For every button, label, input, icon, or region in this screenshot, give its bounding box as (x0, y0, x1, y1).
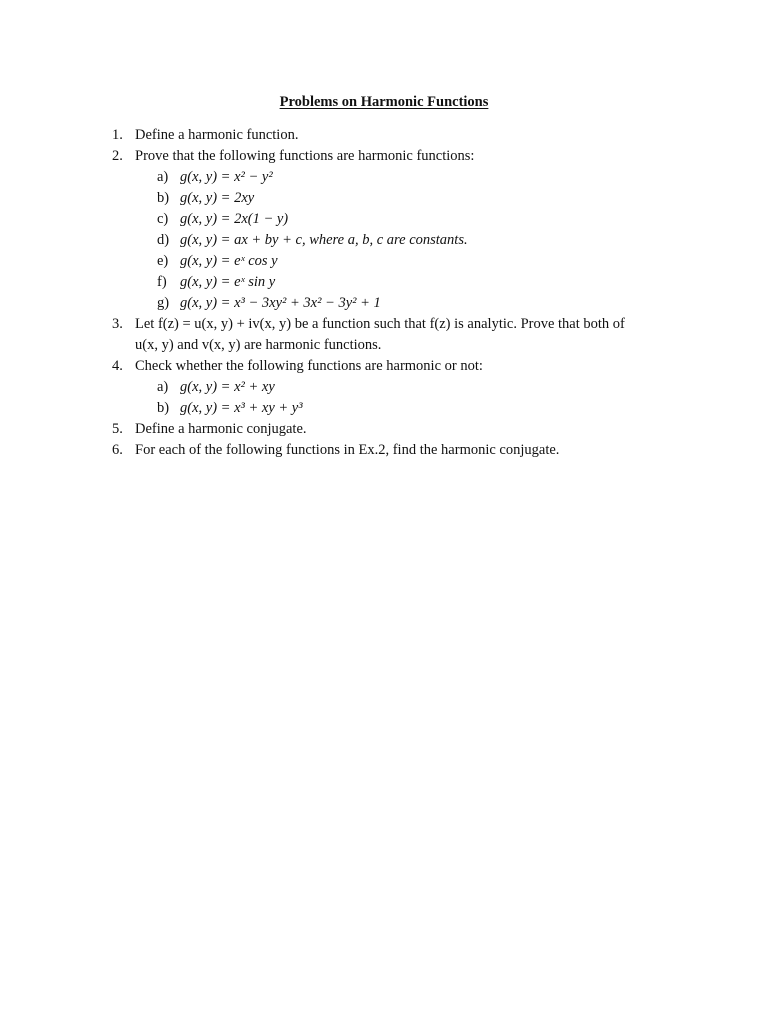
subitem-formula: g(x, y) = x³ − 3xy² + 3x² − 3y² + 1 (180, 295, 381, 311)
problem-item-6 (0, 440, 768, 461)
problem-text: Define a harmonic function. (135, 127, 299, 143)
problem-item-2 (0, 146, 768, 167)
subitem-label: e) (157, 253, 169, 269)
subitem-2b (0, 188, 768, 209)
problem-list (0, 125, 768, 461)
subitem-2d (0, 230, 768, 251)
subitem-label: a) (157, 379, 169, 395)
problem-text: Let f(z) = u(x, y) + iv(x, y) be a function such that f(z) is analytic. Prove that both of (135, 316, 625, 332)
subitem-label: b) (157, 190, 170, 206)
subitem-label: f) (157, 274, 167, 290)
subitem-2g (0, 293, 768, 314)
problem-number: 5. (112, 421, 123, 437)
problem-number: 2. (112, 148, 123, 164)
problem-item-4 (0, 356, 768, 377)
problem-item-5 (0, 419, 768, 440)
problem-number: 1. (112, 127, 123, 143)
subitem-label: g) (157, 295, 170, 311)
subitem-label: a) (157, 169, 169, 185)
subitem-formula: g(x, y) = x² − y² (180, 169, 273, 185)
subitem-formula: g(x, y) = ax + by + c, where a, b, c are constants. (180, 232, 468, 248)
problem-item-1 (0, 125, 768, 146)
problem-text: For each of the following functions in Ex.2, find the harmonic conjugate. (135, 442, 560, 458)
problem-text: Prove that the following functions are harmonic functions: (135, 148, 475, 164)
problem-item-3 (0, 314, 768, 335)
problem-number: 3. (112, 316, 123, 332)
subitem-4b (0, 398, 768, 419)
problem-text: Define a harmonic conjugate. (135, 421, 307, 437)
subitem-formula: g(x, y) = 2xy (180, 190, 255, 206)
problem-number: 6. (112, 442, 123, 458)
subitem-formula: g(x, y) = x³ + xy + y³ (180, 400, 303, 416)
subitem-2c (0, 209, 768, 230)
problem-text-continuation: u(x, y) and v(x, y) are harmonic functions. (135, 337, 382, 353)
subitem-label: b) (157, 400, 170, 416)
page-title (0, 93, 768, 111)
subitem-formula: g(x, y) = eˣ cos y (180, 253, 278, 269)
problem-text: Check whether the following functions are harmonic or not: (135, 358, 483, 374)
subitem-2a (0, 167, 768, 188)
problem-item-3-continuation (0, 335, 768, 356)
subitem-formula: g(x, y) = 2x(1 − y) (180, 211, 289, 227)
subitem-label: c) (157, 211, 169, 227)
subitem-formula: g(x, y) = x² + xy (180, 379, 275, 395)
subitem-label: d) (157, 232, 170, 248)
problem-number: 4. (112, 358, 123, 374)
subitem-formula: g(x, y) = eˣ sin y (180, 274, 276, 290)
page-title-text: Problems on Harmonic Functions (279, 94, 489, 110)
subitem-2e (0, 251, 768, 272)
subitem-4a (0, 377, 768, 398)
subitem-2f (0, 272, 768, 293)
